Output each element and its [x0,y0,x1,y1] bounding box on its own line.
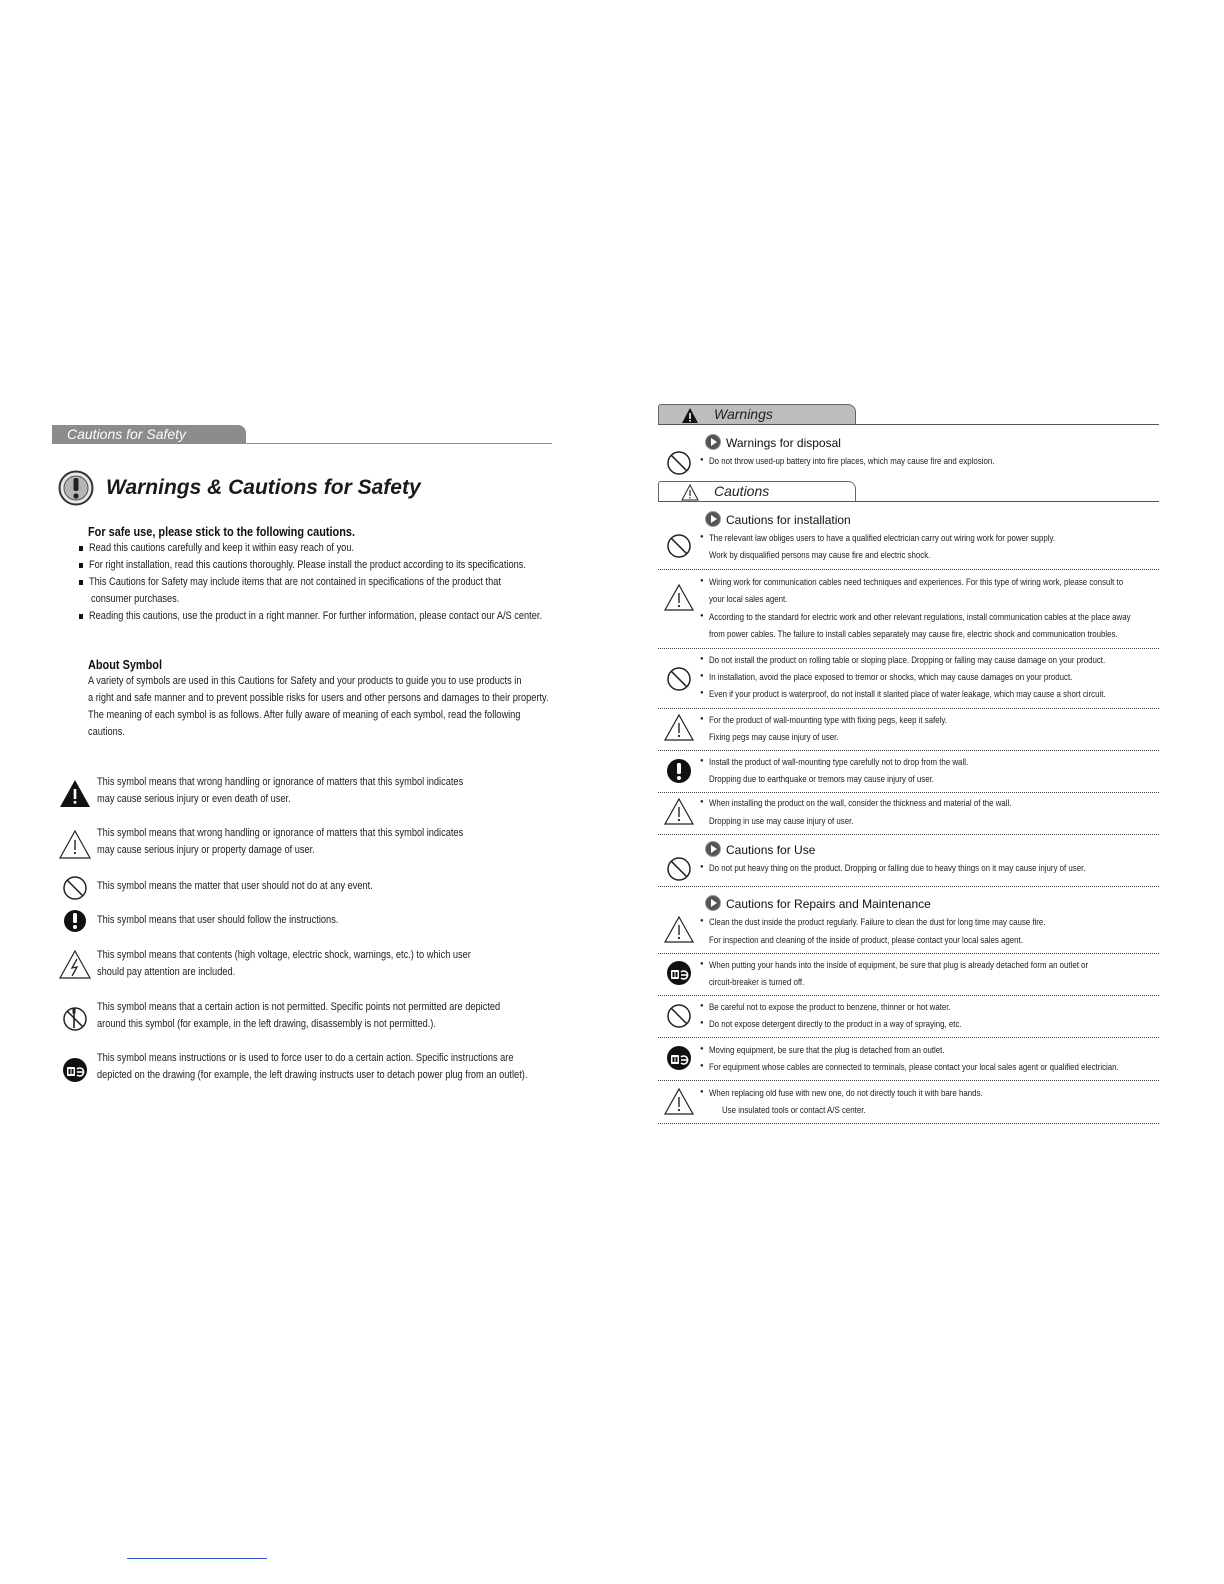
caution-triangle-icon [663,914,695,946]
electric-shock-icon [58,948,92,982]
symbol-description: This symbol means that user should follow the instructions. [97,914,339,926]
caution-line: Use insulated tools or contact A/S center. [722,1104,866,1115]
caution-line: your local sales agent. [709,593,788,604]
caution-line: ● When replacing old fuse with new one, do not directly touch it with bare hands. [709,1087,1035,1098]
prohibited-icon [663,530,695,562]
section-tab-label: Cautions for Safety [67,426,187,442]
list-item: Read this cautions carefully and keep it within easy reach of you. [79,540,628,557]
list-item: Reading this cautions, use the product in a right manner. For further information, please contact our A/S center. [79,608,628,625]
list-item: For right installation, read this cautions thoroughly. Please install the product according to its specifications. [79,557,628,574]
symbol-description: This symbol means that contents (high voltage, electric shock, warnings, etc.) to which user should pay attention are included. [97,949,471,978]
caution-line: ● Wiring work for communication cables need techniques and experiences. For this type of wiring work, please consult to [709,576,1202,587]
symbol-description: This symbol means that wrong handling or ignorance of matters that this symbol indicates may cause serious injury or property damage of user. [97,827,464,856]
caution-line: For inspection and cleaning of the inside of product, please contact your local sales agent. [709,934,1023,945]
warnings-rule [658,424,1159,425]
section-bullet-icon [705,895,721,911]
caution-line: ● For equipment whose cables are connected to terminals, please contact your local sales agent or qualified electrician. [709,1061,1197,1072]
prohibited-icon [663,663,695,695]
caution-triangle-icon [681,484,699,501]
entry-divider [658,1080,1159,1081]
entry-divider [658,648,1159,649]
warnings-tab-label: Warnings [714,406,773,422]
caution-line: ● According to the standard for electric work and other relevant regulations, install communication cables at the place away [709,611,1211,622]
prohibited-icon [663,447,695,479]
symbol-description: This symbol means that wrong handling or ignorance of matters that this symbol indicates may cause serious injury or even death of user. [97,776,464,805]
caution-line: from power cables. The failure to install cables separately may cause fire, electric shock and communication troubles. [709,628,1118,639]
mandatory-icon [58,904,92,938]
entry-divider [658,1123,1159,1124]
entry-divider [658,750,1159,751]
caution-triangle-icon [58,828,92,862]
caution-line: Dropping in use may cause injury of user. [709,815,854,826]
caution-line: ● The relevant law obliges users to have a qualified electrician carry out wiring work for power supply. [709,532,1121,543]
entry-divider [658,1037,1159,1038]
footer-underline-link[interactable] [127,1558,267,1559]
caution-line: ● Do not expose detergent directly to the product in a way of spraying, etc. [709,1018,1010,1029]
caution-line: Fixing pegs may cause injury of user. [709,731,839,742]
prohibited-icon [663,1000,695,1032]
cautions-tab-label: Cautions [714,483,770,499]
caution-line: ● Be careful not to expose the product to benzene, thinner or hot water. [709,1001,997,1012]
symbol-description: This symbol means instructions or is used to force user to do a certain action. Specific instructions are depicted on the drawing (for example, the left drawing instructs user to detach power plug from an outlet). [97,1052,528,1081]
caution-triangle-icon [663,1086,695,1118]
caution-triangle-icon [663,712,695,744]
page-title: Warnings & Cautions for Safety [106,476,421,499]
section-bullet-icon [705,841,721,857]
about-symbol-heading: About Symbol [88,657,163,672]
exclamation-badge-icon [58,470,94,506]
cautions-tab [658,481,856,502]
about-symbol-text: A variety of symbols are used in this Cautions for Safety and your products to guide you to use products in a right and safe manner and to prevent possible risks for users and other persons and damages to their property. The meaning of each symbol is as follows. After fully aware of meaning of each symbol, read the following cautions. [88,675,549,738]
section-bullet-icon [705,434,721,450]
caution-line: circuit-breaker is turned off. [709,976,805,987]
symbol-description: This symbol means that a certain action is not permitted. Specific points not permitted are depicted around this symbol (for example, in the left drawing, disassembly is not permitted.). [97,1001,501,1030]
caution-line: Dropping due to earthquake or tremors may cause injury of user. [709,773,935,784]
entry-divider [658,834,1159,835]
caution-line: Work by disqualified persons may cause fire and electric shock. [709,549,931,560]
caution-triangle-icon [663,796,695,828]
caution-line: ● Install the product of wall-mounting type carefully not to drop from the wall. [709,756,1018,767]
caution-line: ● Clean the dust inside the product regularly. Failure to clean the dust for long time may cause fire. [709,916,1110,927]
caution-line: ● Even if your product is waterproof, do not install it slanted place of water leakage, which may cause a short circuit. [709,688,1181,699]
installation-heading: Cautions for installation [705,511,851,527]
prohibited-icon [663,853,695,885]
safe-use-list [79,540,628,625]
unplug-icon [663,957,695,989]
entry-divider [658,569,1159,570]
no-disassembly-icon [58,1002,92,1036]
unplug-icon [58,1053,92,1087]
section-tab [52,425,246,444]
list-item-continuation: consumer purchases. [91,593,180,605]
symbol-description: This symbol means the matter that user should not do at any event. [97,880,373,892]
cautions-rule [658,501,1159,502]
caution-line: ● Moving equipment, be sure that the plug is detached from an outlet. [709,1044,989,1055]
warnings-tab [658,404,856,425]
entry-divider [658,886,1159,887]
disposal-heading: Warnings for disposal [705,434,841,450]
unplug-icon [663,1042,695,1074]
caution-line: ● In installation, avoid the place exposed to tremor or shocks, which may cause damages on your product. [709,671,1142,682]
use-heading: Cautions for Use [705,841,815,857]
section-rule [52,443,552,444]
caution-triangle-icon [663,582,695,614]
warning-filled-icon [58,777,92,811]
caution-line: ● For the product of wall-mounting type with fixing pegs, keep it safely. [709,714,992,725]
mandatory-icon [663,755,695,787]
entry-divider [658,995,1159,996]
caution-line: ● When putting your hands into the inside of equipment, be sure that plug is already detached form an outlet or [709,959,1160,970]
section-bullet-icon [705,511,721,527]
list-item: This Cautions for Safety may include items that are not contained in specifications of the product that [79,574,628,591]
caution-line: ● When installing the product on the wall, consider the thickness and material of the wall. [709,797,1069,808]
caution-line: ● Do not install the product on rolling table or sloping place. Dropping or falling may cause damage on your product. [709,654,1181,665]
warning-filled-icon [681,407,699,424]
entry-divider [658,792,1159,793]
safe-use-heading: For safe use, please stick to the following cautions. [88,524,356,539]
disposal-text: ● Do not throw used-up battery into fire places, which may cause fire and explosion. [709,455,1049,466]
caution-line: ● Do not put heavy thing on the product. Dropping or falling due to heavy things on it may cause injury of user. [709,862,1157,873]
prohibited-icon [58,871,92,905]
entry-divider [658,708,1159,709]
entry-divider [658,953,1159,954]
repairs-heading: Cautions for Repairs and Maintenance [705,895,931,911]
